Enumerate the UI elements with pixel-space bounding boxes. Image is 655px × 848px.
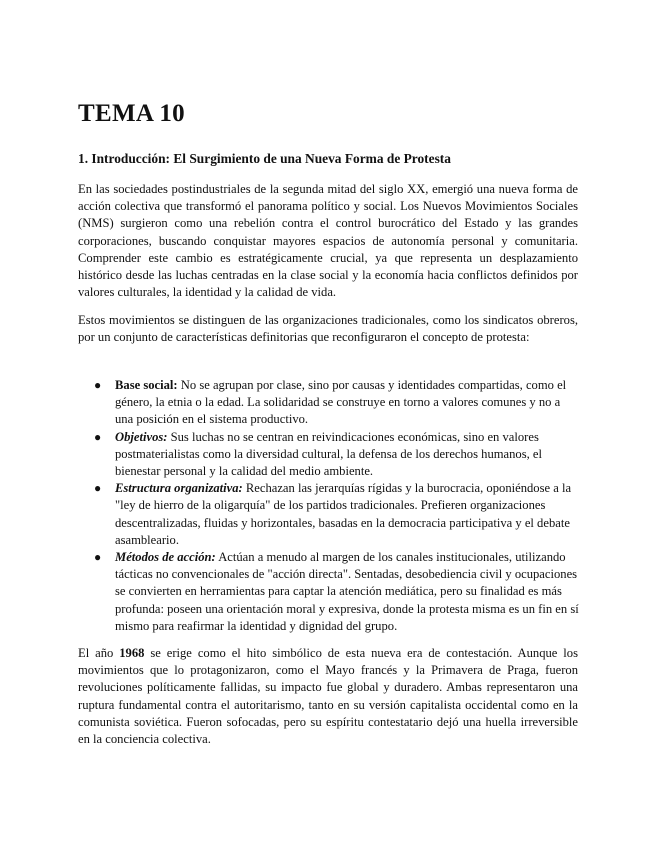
intro-paragraph: En las sociedades postindustriales de la segunda mitad del siglo XX, emergió una nueva forma de acción colectiva que transformó el panorama político y social. Los Nuevos Movimientos Sociales (NMS) surgieron como una rebelión contra el control burocrático del Estado y las grandes corporaciones, buscando conquistar mayores espacios de autonomía personal y comunitaria. Comprender este cambio es estratégicamente crucial, ya que representa un desplazamiento histórico desde las luchas centradas en la clase social y la economía hacia conflictos definidos por valores culturales, la identidad y la calidad de vida. xyxy=(78,182,578,300)
bullet-icon: ● xyxy=(94,378,102,392)
paragraph-lead: El año xyxy=(78,646,120,660)
bullet-term: Métodos de acción: xyxy=(115,550,216,565)
year-highlight: 1968 xyxy=(119,646,145,660)
characteristics-list xyxy=(94,377,579,635)
bullet-term: Objetivos: xyxy=(115,429,168,444)
characteristics-paragraph: Estos movimientos se distinguen de las organizaciones tradicionales, como los sindicatos obreros, por un conjunto de características definitorias que reconfiguraron el concepto de protesta: xyxy=(78,313,578,345)
list-item xyxy=(94,549,579,635)
bullet-text: Sus luchas no se centran en reivindicaciones económicas, sino en valores postmaterialistas como la diversidad cultural, la defensa de los derechos humanos, el bienestar personal y la calidad del medio ambiente. xyxy=(115,429,543,479)
bullet-text: Rechazan las jerarquías rígidas y la burocracia, oponiéndose a la "ley de hierro de la oligarquía" de los partidos tradicionales. Prefieren organizaciones descentralizadas, fluidas y horizontales, basadas en la democracia participativa y el debate asambleario. xyxy=(115,481,572,547)
list-item xyxy=(94,480,579,549)
list-item xyxy=(94,429,579,481)
bullet-text: Actúan a menudo al margen de los canales institucionales, utilizando tácticas no convencionales de "acción directa". Sentadas, desobediencia civil y ocupaciones se convierten en herramientas para captar la atención mediática, pero su finalidad es más profunda: poseen una orientación moral y expresiva, donde la protesta misma es un fin en sí mismo para reafirmar la identidad y dignidad del grupo. xyxy=(115,550,579,633)
bullet-icon: ● xyxy=(94,550,102,565)
bullet-icon: ● xyxy=(94,429,102,444)
page-title: TEMA 10 xyxy=(78,100,185,127)
bullet-text: No se agrupan por clase, sino por causas y identidades compartidas, como el género, la etnia o la edad. La solidaridad se construye en torno a valores comunes y no a una posición en el sistema productivo. xyxy=(115,378,567,427)
year-1968-paragraph xyxy=(78,645,578,748)
section-heading: 1. Introducción: El Surgimiento de una Nueva Forma de Protesta xyxy=(78,151,451,166)
paragraph-body: se erige como el hito simbólico de esta nueva era de contestación. Aunque los movimientos que lo protagonizaron, como el Mayo francés y la Primavera de Praga, fueron revoluciones políticamente fallidas, su impacto fue global y duradero. Ambas representaron una ruptura fundamental contra el autoritarismo, tanto en su versión capitalista occidental como en la comunista soviética. Fueron sofocadas, pero su espíritu contestatario dejó una huella irreversible en la conciencia colectiva. xyxy=(78,646,578,747)
bullet-term: Estructura organizativa: xyxy=(115,481,243,496)
bullet-term: Base social: xyxy=(115,378,178,392)
list-item xyxy=(94,377,579,429)
bullet-icon: ● xyxy=(94,481,102,496)
